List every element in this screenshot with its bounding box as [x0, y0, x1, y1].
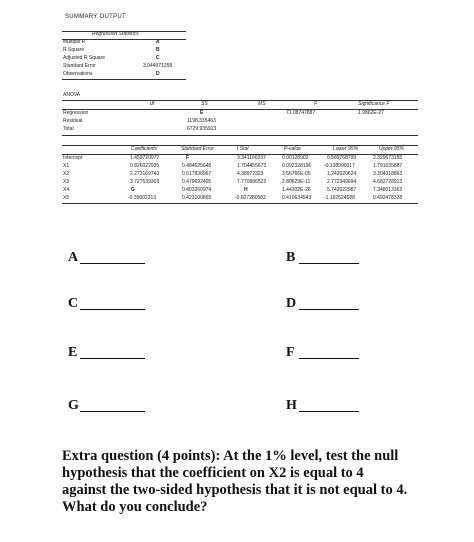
upper-value: 4.682728913: [373, 179, 403, 185]
anova-bottom-rule: [62, 135, 418, 136]
regression-statistics-header: Regression Statistics: [92, 31, 139, 37]
anova-header-ms: MS: [258, 101, 266, 107]
anova-header-sigf: Significance F: [358, 101, 390, 107]
coef-value: -0.35002313: [128, 195, 157, 201]
blank-label-h: H: [286, 398, 297, 413]
coef-row-label: X5: [63, 195, 70, 201]
p-value: 3.56766E-05: [282, 171, 311, 177]
coef-bottom-rule: [62, 203, 418, 204]
upper-value: 7.348013362: [373, 187, 403, 193]
coef-header: P-value: [284, 146, 301, 152]
answer-blank-c[interactable]: [80, 309, 145, 310]
se-value: 0.517838967: [182, 171, 212, 177]
blank-label-g: G: [68, 398, 79, 413]
summary-title: SUMMARY OUTPUT: [65, 14, 126, 20]
extra-question-line: Extra question (4 points): At the 1% level, test the null: [62, 448, 399, 464]
extra-question-line: hypothesis that the coefficient on X2 is equal to 4: [62, 465, 364, 481]
upper-value: 3.304318863: [373, 171, 403, 177]
se-value: 0.479692405: [182, 179, 212, 185]
blank-label-d: D: [286, 296, 297, 311]
lower-value: 0.589768799: [327, 155, 357, 161]
coef-row-label: X4: [63, 187, 70, 193]
upper-value: 1.791035887: [373, 163, 403, 169]
blank-label-c: C: [68, 296, 79, 311]
answer-blank-f[interactable]: [299, 358, 359, 359]
coef-row-label: X3: [63, 179, 70, 185]
stat-label: Observations: [63, 71, 93, 77]
se-value: 0.403260974: [182, 187, 212, 193]
anova-header-f: F: [314, 101, 318, 107]
coef-header: Standard Error: [181, 146, 214, 152]
stat-value: A: [156, 39, 160, 45]
stat-value: B: [156, 47, 160, 53]
coef-value: 2.273169743: [130, 171, 160, 177]
blank-label-b: B: [286, 250, 296, 265]
anova-row-label: Regression: [63, 110, 89, 116]
anova-header-df: df: [150, 101, 155, 107]
extra-question: [62, 448, 422, 516]
se-value: 0.484625648: [182, 163, 212, 169]
upper-value: 0.492478328: [373, 195, 403, 201]
anova-f: 71.08747887: [286, 110, 316, 116]
coef-value: 0.826022935: [130, 163, 160, 169]
anova-sig: 1.9862E-27: [358, 110, 384, 116]
t-value: 7.770686522: [237, 179, 267, 185]
blank-label-a: A: [68, 250, 79, 265]
p-value: 0.410634543: [282, 195, 312, 201]
se-value: 0.423100865: [182, 195, 212, 201]
coef-row-label: X2: [63, 171, 70, 177]
t-value: -0.827280582: [235, 195, 266, 201]
anova-row-label: Total: [63, 126, 74, 132]
extra-question-line: against the two-sided hypothesis that it is not equal to 4.: [62, 482, 408, 498]
t-value: 1.704455673: [237, 163, 267, 169]
lower-value: 5.742022987: [327, 187, 357, 193]
t-value: H: [244, 187, 248, 193]
upper-value: 2.329673155: [373, 155, 403, 161]
stat-label: Adjusted R Square: [63, 55, 105, 61]
se-value: F: [186, 155, 190, 161]
stat-label: Multiple R: [63, 39, 86, 45]
extra-question-line: What do you conclude?: [62, 499, 208, 515]
answer-blank-b[interactable]: [299, 263, 359, 264]
stat-value: D: [156, 71, 160, 77]
lower-value: -0.138990017: [324, 163, 355, 169]
stat-value: 3.944971258: [143, 63, 173, 69]
stat-value: C: [156, 55, 160, 61]
coef-row-label: Intercept: [63, 155, 83, 161]
anova-ss: 6729.935913: [187, 126, 217, 132]
anova-ss: E: [200, 110, 204, 116]
anova-row-label: Residual: [63, 118, 83, 124]
p-value: 0.00128902: [282, 155, 309, 161]
answer-blank-h[interactable]: [299, 411, 359, 412]
t-value: 4.38972323: [237, 171, 264, 177]
coef-row-label: X1: [63, 163, 70, 169]
answer-blank-d[interactable]: [299, 309, 359, 310]
coef-header: Lower 95%: [333, 146, 359, 152]
coef-value: 3.727539303: [130, 179, 160, 185]
anova-header-ss: SS: [201, 101, 208, 107]
coef-value: 1.459720977: [130, 155, 160, 161]
coef-value: G: [131, 187, 135, 193]
answer-blank-e[interactable]: [80, 358, 145, 359]
t-value: 3.341190337: [237, 155, 266, 161]
p-value: 2.80829E-11: [282, 179, 311, 185]
blank-label-e: E: [68, 345, 78, 360]
lower-value: -1.192524588: [324, 195, 355, 201]
p-value: 1.44302E-26: [282, 187, 311, 193]
anova-title: ANOVA: [63, 92, 81, 98]
lower-value: 1.242020624: [327, 171, 357, 177]
answer-blank-a[interactable]: [80, 263, 145, 264]
coef-header: Upper 95%: [379, 146, 405, 152]
answer-blank-g[interactable]: [80, 411, 145, 412]
table-bottom-rule: [62, 79, 186, 80]
coef-header: t Stat: [237, 146, 249, 152]
lower-value: 2.772349694: [327, 179, 357, 185]
stat-label: Standard Error: [63, 63, 96, 69]
stat-label: R Square: [63, 47, 85, 53]
p-value: 0.092328196: [282, 163, 312, 169]
coef-header: Coefficients: [131, 146, 158, 152]
blank-label-f: F: [286, 345, 295, 360]
anova-ss: 1198.335463: [187, 118, 216, 124]
